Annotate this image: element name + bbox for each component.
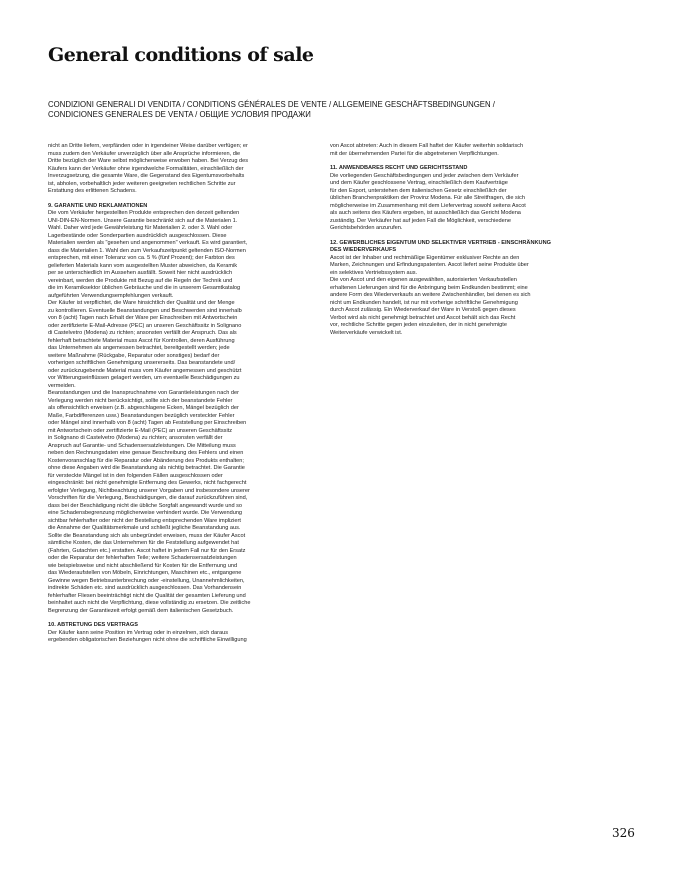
text-line: entsprechen, mit einer Toleranz von ca. 5 % (fünf Prozent); der Farbton des (48, 255, 235, 261)
text-line: und dem Käufer geschlossene Vertrag, einschließlich dem Kaufverträge (330, 180, 508, 186)
section-12 (330, 240, 602, 338)
text-line: Die vorliegenden Geschäftsbedingungen und jeder zwischen dem Verkäufer (330, 172, 519, 179)
text-line: Ascot ist der Inhaber und rechtmäßige Eigentümer exklusiver Rechte an den (330, 254, 520, 261)
text-line: möglicherweise im Zusammenhang mit dem Liefervertrag sowohl seitens Ascot (330, 202, 526, 209)
text-line: in Solignano di Castelvetro (Modena) zu richten; ansonsten verfällt der (48, 435, 223, 441)
text-line: UNI-DIN-EN-Normen. Unsere Garantie beschränkt sich auf die Materialen 1. (48, 217, 238, 224)
paragraph-assignment-continued (330, 143, 602, 158)
text-line: vor Witterungseinflüssen gelagert werden, um eventuelle Beschädigungen zu (48, 375, 240, 381)
text-line: Maße, Farbdifferenzen usw.) Beanstandungen bezüglich versteckter Fehler (48, 412, 235, 419)
text-line: vereinbart, werden die Produkte mit Bezug auf die Regeln der Technik und (48, 277, 233, 284)
section-10 (48, 622, 314, 645)
text-line: als offensichtlich erweisen (z.B. abgeschlagene Ecken, Mängel bezüglich der (48, 405, 239, 411)
text-line: Marken, Zeichnungen und Erfindungspatenten. Ascot liefert seine Produkte über (330, 262, 529, 268)
text-line: vor, rechtliche Schritte gegen jeden einzuleiten, der in nicht genehmigte (330, 322, 507, 328)
text-line: oder zurückzugebende Material muss vom Käufer angemessen und geschützt (48, 367, 242, 374)
text-line: die Annahme der Qualitätsmerkmale und schließt jegliche Beanstandung aus. (48, 525, 241, 531)
text-line: dass bei der Beschädigung nicht die übliche Sorgfalt angewandt wurde und so (48, 502, 243, 509)
page-number: 326 (612, 826, 635, 840)
text-line: Vorschriften für die Verlegung, Beschädigungen, die darauf zurückzuführen sind, (48, 495, 248, 501)
text-line: Begrenzung der Garantiezeit erfolgt gemäß dem italienischen Gesetzbuch. (48, 607, 234, 614)
text-line: das Wiederaufstellen von Möbeln, Einrichtungen, Maschinen etc., entgangene (48, 570, 242, 576)
section-9 (48, 203, 314, 616)
section-heading: 11. ANWENDBARES RECHT UND GERICHTSSTAND (330, 165, 468, 171)
section-heading: 9. GARANTIE UND REKLAMATIONEN (48, 202, 148, 209)
document-subtitle (48, 100, 548, 121)
text-line: Lagerbestände oder Sonderpartien ausdrücklich ausgeschlossen. Diese (48, 232, 227, 239)
text-line: beinhaltet auch nicht die Verpflichtung, diese vollständig zu ersetzen. Die zeitliche (48, 600, 251, 606)
text-line: vermeiden. (48, 382, 76, 389)
text-line: nicht um Endkunden handelt, ist nur mit vorherige schriftliche Genehmigung (330, 299, 518, 306)
text-line: Inverzugsetzung, die gesamte Ware, die Gegenstand des Eigentumsvorbehalts (48, 173, 245, 179)
text-line: neben den Rechnungsdaten eine genaue Beschreibung des Fehlers und einen (48, 450, 244, 456)
text-line: Erstattung des erlittenen Schadens. (48, 188, 137, 194)
text-line: indirekte Schäden etc. sind ausdrücklich ausgeschlossen. Das Vorhandensein (48, 585, 242, 591)
text-line: fehlerhafter Fliesen beeinträchtigt nicht die Qualität der gesamten Lieferung und (48, 592, 246, 599)
text-line: Der Käufer ist verpflichtet, die Ware hinsichtlich der Qualität und der Menge (48, 300, 235, 306)
text-line: wie beispielsweise und nicht abschließend für Kosten für die Entfernung und (48, 562, 238, 569)
text-line: Wahl. Daher wird jede Gewährleistung für Materialien 2. oder 3. Wahl oder (48, 225, 233, 231)
text-line: mit der übernehmenden Partei für die abgetretenen Verpflichtungen. (330, 150, 499, 157)
text-line: Verlegung werden nicht berücksichtigt, sollte sich der beanstandete Fehler (48, 397, 233, 404)
text-line: oder die Reparatur der fehlerhaften Teile; weitere Schadensersatzleistungen (48, 555, 237, 561)
text-line: Die vom Verkäufer hergestellten Produkte entsprechen den derzeit geltenden (48, 210, 240, 216)
text-line: ein selektives Vertriebssystem aus. (330, 269, 418, 276)
text-line: eine Schadensbegrenzung möglicherweise verhindert wurde. Die Verwendung (48, 510, 243, 516)
text-line: durch Ascot zulässig. Ein Wiederverkauf der Ware in Verstoß gegen dieses (330, 307, 516, 313)
text-line: ohne diese Angaben wird die Beanstandung als nichtig betrachtet. Die Garantie (48, 465, 245, 471)
text-line: von Ascot abtreten: Auch in diesem Fall haftet der Käufer weiterhin solidarisch (330, 143, 524, 149)
text-line: Anspruch auf Garantie- und Schadensersatzleistungen. Die Mitteilung muss (48, 442, 236, 449)
text-line: Die von Ascot und den eigenen ausgewählten, autorisierten Verkaufsstellen (330, 277, 517, 283)
text-line: Gewinne wegen Betriebsunterbrechung oder -einstellung, Unannehmlichkeiten, (48, 577, 245, 584)
text-line: zuständig. Der Verkäufer hat auf jeden Fall die Möglichkeit, verschiedene (330, 217, 511, 224)
paragraph-retention-of-title (48, 143, 314, 196)
text-line: di Castelvetro (Modena) zu richten; ansonsten verfällt der Anspruch. Das als (48, 330, 237, 336)
text-line: für den Export, unterstehen dem italienischen Gesetz einschließlich der (330, 187, 507, 194)
text-line: von 8 (acht) Tagen nach Erhalt der Ware per Einschreiben mit Antwortschein (48, 315, 238, 321)
text-line: ist, abholen, vorbehaltlich jeder weiteren geeigneten rechtlichen Schritte zur (48, 180, 236, 187)
text-line: fehlerhaft betrachtete Material muss Ascot für Kontrollen, deren Ausführung (48, 337, 235, 344)
subtitle-line: CONDIZIONI GENERALI DI VENDITA / CONDITIONS GÉNÉRALES DE VENTE / ALLGEMEINE GESCHÄFTSBEDINGUNGEN / (48, 100, 495, 109)
text-line: das Unternehmen als angemessen betrachtet, bereitgestellt werden; jede (48, 345, 230, 351)
text-line: erhaltenen Lieferungen sind für die Anbringung beim Endkunden bestimmt; eine (330, 284, 528, 291)
text-line: Verbot wird als nicht genehmigt betrachtet und Ascot behält sich das Recht (330, 314, 516, 321)
section-heading: DES WIEDERVERKAUFS (330, 247, 397, 253)
text-line: für versteckte Mängel ist in den folgenden Fällen ausgeschlossen oder (48, 472, 223, 479)
text-line: Dritte bezüglich der Ware selbst möglicherweise erwoben haben. Bei Verzug des (48, 158, 249, 164)
text-line: sichtbar fehlerhafter oder nicht der Bestellung entsprechenden Ware impliziert (48, 517, 241, 524)
text-line: vorherigen schriftlichen Genehmigung unsererseits. Das beanstandete und/ (48, 360, 236, 366)
left-column (48, 143, 314, 645)
section-heading: 10. ABTRETUNG DES VERTRAGS (48, 622, 138, 628)
text-line: oder Mängel sind innerhalb von 8 (acht) Tagen ab Feststellung per Einschreiben (48, 420, 247, 426)
text-line: zu kontrollieren. Eventuelle Beanstandungen und Beschwerden sind innerhalb (48, 307, 242, 314)
text-line: die im Keramiksektor üblichen Gebräuche und die in unserem Gesamtkatalog (48, 285, 241, 291)
right-column (330, 143, 602, 337)
text-line: nicht an Dritte liefern, verpfänden oder in irgendeiner Weise darüber verfügen; er (48, 143, 248, 149)
text-line: Beanstandungen und die Inanspruchnahme von Garantieleistungen nach der (48, 390, 239, 396)
text-line: aufgeführten Verwendungsempfehlungen verkauft. (48, 292, 174, 299)
text-line: muss zudem den Verkäufer unverzüglich über alle Ansprüche informieren, die (48, 150, 241, 157)
text-line: Kostenvoranschlag für die Reparatur oder Abänderung des Produkts enthalten; (48, 457, 244, 464)
text-line: üblichen Branchenpraktiken der Provinz Modena. Für alle Streitfragen, die sich (330, 195, 525, 201)
text-line: dass die Materialien 1. Wahl den zum Verkaufszeitpunkt geltenden ISO-Normen (48, 247, 246, 254)
text-line: sämtliche Kosten, die das Unternehmen für die Feststellung aufgewendet hat (48, 540, 239, 546)
text-line: oder zertifizierte E-Mail-Adresse (PEC) an unseren Geschäftssitz in Solignano (48, 322, 242, 329)
text-line: Weiterverkäufe verwickelt ist. (330, 329, 403, 336)
text-line: Der Käufer kann seine Position im Vertrag oder in einzelnen, sich daraus (48, 629, 229, 636)
text-line: mit Antwortschein oder zertifizierte E-Mail (PEC) an unseren Geschäftssitz (48, 427, 233, 434)
section-11 (330, 165, 602, 233)
text-line: Käufers kann der Verkäufer ohne irgendwelche Formalitäten, einschließlich der (48, 165, 244, 172)
text-line: ergebenden obligatorischen Beziehungen nicht ohne die schriftliche Einwilligung (48, 637, 247, 643)
text-line: per se unterschiedlich im Aussehen ausfällt. Soweit hier nicht ausdrücklich (48, 270, 233, 276)
text-line: weitere Maßnahme (Rückgabe, Reparatur oder sonstiges) bedarf der (48, 352, 220, 359)
section-heading: 12. GEWERBLICHES EIGENTUM UND SELEKTIVER VERTRIEB - EINSCHRÄNKUNG (330, 239, 551, 246)
text-line: gelieferten Materials kann vom ausgestellten Muster abweichen, da Keramik (48, 262, 238, 269)
text-line: erfolgter Verlegung, Nichtbeachtung unserer Vorgaben und insbesondere unserer (48, 487, 250, 494)
text-line: Materialien werden als "gesehen und angenommen" verkauft. Es wird garantiert, (48, 240, 248, 246)
text-line: andere Form des Wiederverkaufs an weitere Zwischenhändler, bei denen es sich (330, 292, 531, 298)
text-line: Sollte die Beanstandung sich als unbegründet erweisen, muss der Käufer Ascot (48, 532, 246, 539)
text-line: Gerichtsbehörden anzurufen. (330, 225, 403, 231)
text-line: eingeschränkt: bei nicht genehmigte Entfernung des Gewerks, nicht fachgerecht (48, 480, 247, 486)
text-line: (Fahrten, Gutachten etc.) erstatten. Ascot haftet in jedem Fall nur für den Ersatz (48, 547, 246, 554)
subtitle-line: CONDICIONES GENERALES DE VENTA / ОБЩИЕ УСЛОВИЯ ПРОДАЖИ (48, 110, 311, 120)
text-line: als auch seitens des Käufers ergeben, ist ausschließlich das Gericht Modena (330, 210, 521, 216)
page-title: General conditions of sale (48, 44, 314, 66)
